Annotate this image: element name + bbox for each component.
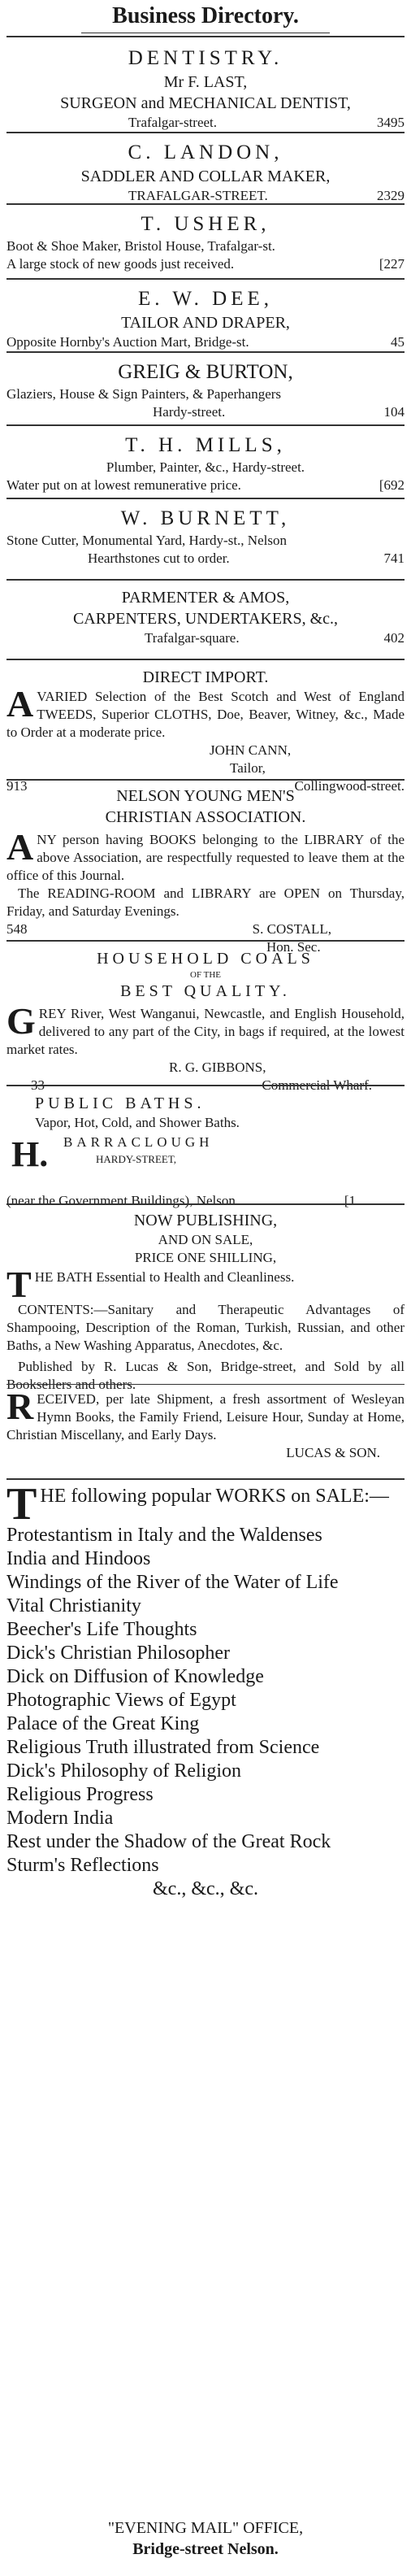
drop-cap: R [6, 1386, 34, 1427]
ad-of: OF THE [190, 970, 221, 980]
divider [6, 278, 405, 280]
ad-name: E. W. DEE, [138, 288, 273, 310]
ad-cann [6, 667, 405, 795]
ad-name: R. G. GIBBONS, [169, 1060, 266, 1075]
ad-number: 548 [6, 921, 28, 937]
ad-number: [692 [379, 477, 405, 493]
ad-last [6, 46, 405, 132]
drop-cap: T [6, 1479, 37, 1530]
list-item: India and Hindoos [6, 1548, 151, 1569]
ad-number: 33 [31, 1077, 45, 1093]
list-item: Photographic Views of Egypt [6, 1690, 236, 1711]
ad-usher [6, 211, 405, 273]
list-item: Vital Christianity [6, 1595, 141, 1617]
ad-name: W. BURNETT, [120, 507, 291, 529]
ad-works-on-sale [6, 1479, 405, 1901]
ad-address: Trafalgar-square. [145, 630, 240, 646]
ad-heading: HOUSEHOLD COALS [97, 950, 314, 968]
list-item: Windings of the River of the Water of Life [6, 1572, 339, 1593]
drop-cap: T [6, 1264, 32, 1305]
list-item: Beecher's Life Thoughts [6, 1619, 197, 1640]
ad-contents: CONTENTS:—Sanitary and Therapeutic Advantages of Shampooing, Description of the Roman, Turkish, Russian, and other Baths, a New Washing Apparatus, Anecdotes, &c. [6, 1302, 405, 1353]
list-item: Dick's Christian Philosopher [6, 1643, 230, 1664]
ad-name: BARRACLOUGH [63, 1134, 214, 1150]
ad-number: [1 [344, 1193, 356, 1208]
divider [6, 1384, 405, 1385]
list-item: Religious Progress [6, 1784, 154, 1805]
ad-heading: NELSON YOUNG MEN'S [116, 787, 295, 805]
ad-ymca [6, 785, 405, 956]
divider [6, 940, 405, 942]
ad-mills [6, 433, 405, 494]
list-item: Rest under the Shadow of the Great Rock [6, 1831, 331, 1852]
ad-evening-mail [6, 2517, 405, 2560]
divider [6, 1203, 405, 1205]
ad-body: NY person having BOOKS belonging to the LIBRARY of the above Association, are respectfully requested to leave them at the office of this Journal. [6, 832, 405, 883]
divider [6, 424, 405, 426]
ad-number: 45 [391, 334, 405, 350]
list-item: Dick on Diffusion of Knowledge [6, 1666, 264, 1687]
drop-cap: A [6, 826, 34, 868]
ad-greig-burton [6, 359, 405, 421]
ad-trade: Tailor, [230, 760, 266, 776]
ad-address: Hardy-street. [153, 404, 226, 420]
ad-now-publishing [6, 1210, 405, 1394]
divider [6, 779, 405, 781]
ad-signature: LUCAS & SON. [286, 1445, 380, 1460]
ad-body: VARIED Selection of the Best Scotch and West of England TWEEDS, Superior CLOTHS, Doe, Beaver, Witney, &c., Made to Order at a moderate price. [6, 689, 405, 740]
list-item: Palace of the Great King [6, 1713, 200, 1734]
ad-line: Boot & Shoe Maker, Bristol House, Trafalgar-st. [6, 238, 275, 254]
ad-public-baths [6, 1093, 405, 1210]
ad-number: 402 [383, 630, 405, 646]
ad-address: Trafalgar-street. [128, 115, 218, 130]
ad-heading: BEST QUALITY. [120, 982, 291, 1000]
ad-price: PRICE ONE SHILLING, [134, 1250, 277, 1265]
list-item: Religious Truth illustrated from Science [6, 1737, 320, 1758]
ad-heading: DIRECT IMPORT. [142, 668, 269, 686]
ad-intro: HE following popular WORKS on SALE:— [40, 1486, 389, 1507]
ad-number: 741 [383, 550, 405, 566]
ad-body: HE BATH Essential to Health and Cleanliness. [34, 1269, 295, 1285]
page-title: Business Directory. [112, 3, 299, 28]
ad-heading: CHRISTIAN ASSOCIATION. [105, 808, 306, 826]
divider [6, 351, 405, 353]
ad-address: TRAFALGAR-STREET. [128, 188, 268, 203]
ad-sub: Vapor, Hot, Cold, and Shower Baths. [35, 1115, 240, 1130]
list-item: Dick's Philosophy of Religion [6, 1760, 241, 1782]
ad-name: S. COSTALL, [252, 921, 331, 937]
ad-address: Opposite Hornby's Auction Mart, Bridge-st. [6, 334, 249, 350]
list-item: Sturm's Reflections [6, 1855, 159, 1876]
ad-body: The READING-ROOM and LIBRARY are OPEN on Thursday, Friday, and Saturday Evenings. [6, 886, 405, 919]
drop-cap: H. [11, 1134, 49, 1174]
ad-address: Collingwood-street. [294, 778, 405, 794]
ad-line: Glaziers, House & Sign Painters, & Paperhangers [6, 386, 282, 402]
divider [6, 1478, 405, 1480]
divider [6, 36, 405, 37]
ad-number: 913 [6, 778, 28, 794]
ad-hymn-books [6, 1386, 405, 1462]
ad-publisher: Published by R. Lucas & Son, Bridge-street, and Sold by all Booksellers and others. [6, 1359, 405, 1392]
ad-body: REY River, West Wanganui, Newcastle, and English Household, delivered to any part of the City, in bags if required, at the lowest market rates. [6, 1006, 405, 1057]
ad-name: T. USHER, [141, 213, 270, 235]
ad-name: C. LANDON, [128, 141, 283, 163]
ad-name: Mr F. LAST, [163, 73, 248, 91]
ad-heading: AND ON SALE, [158, 1232, 253, 1247]
ad-line: Hearthstones cut to order. [88, 550, 230, 566]
ad-number: 104 [383, 404, 405, 420]
ad-name: PARMENTER & AMOS, [121, 589, 290, 607]
ad-name: GREIG & BURTON, [118, 361, 293, 383]
ad-line: Water put on at lowest remunerative price. [6, 477, 241, 493]
ad-number: 3495 [377, 115, 405, 130]
ad-trade: TAILOR AND DRAPER, [121, 314, 290, 332]
ad-address: Commercial Wharf. [262, 1077, 372, 1093]
divider [6, 579, 405, 581]
ad-burnett [6, 506, 405, 568]
divider [6, 132, 405, 133]
drop-cap: A [6, 683, 34, 724]
ad-address: Bridge-street Nelson. [132, 2540, 279, 2558]
ad-address: (near the Government Buildings), Nelson. [6, 1193, 240, 1208]
ad-number: [227 [379, 256, 405, 272]
ad-parmenter-amos [6, 587, 405, 647]
ad-line: A large stock of new goods just received. [6, 256, 235, 272]
ad-heading: NOW PUBLISHING, [133, 1212, 278, 1229]
ad-trade: SURGEON and MECHANICAL DENTIST, [60, 94, 351, 112]
ad-trade: CARPENTERS, UNDERTAKERS, &c., [72, 610, 339, 628]
ad-landon [6, 140, 405, 205]
ad-line: Plumber, Painter, &c., Hardy-street. [106, 459, 305, 475]
ad-trade: SADDLER AND COLLAR MAKER, [80, 168, 331, 185]
ad-body: ECEIVED, per late Shipment, a fresh assortment of Wesleyan Hymn Books, the Family Friend, Leisure Hour, Sunday at Home, Christian Miscellany, and Early Days. [6, 1391, 405, 1442]
ad-name: "EVENING MAIL" OFFICE, [107, 2519, 304, 2537]
divider [6, 203, 405, 205]
ad-street: HARDY-STREET, [96, 1153, 177, 1165]
ad-coals [6, 948, 405, 1094]
ad-name: T. H. MILLS, [125, 434, 286, 456]
divider [6, 1085, 405, 1086]
ad-heading: PUBLIC BATHS. [35, 1094, 206, 1112]
drop-cap: G [6, 1000, 36, 1042]
ad-etc: &c., &c., &c. [153, 1878, 258, 1899]
ad-heading: DENTISTRY. [128, 47, 283, 69]
list-item: Modern India [6, 1808, 114, 1829]
ad-title: Hon. Sec. [266, 939, 321, 955]
ad-name: JOHN CANN, [210, 742, 292, 758]
ad-number: 2329 [377, 188, 405, 203]
ad-dee [6, 286, 405, 351]
ad-line: Stone Cutter, Monumental Yard, Hardy-st., Nelson [6, 533, 287, 548]
divider [6, 498, 405, 499]
divider [6, 659, 405, 660]
list-item: Protestantism in Italy and the Waldenses [6, 1525, 322, 1546]
